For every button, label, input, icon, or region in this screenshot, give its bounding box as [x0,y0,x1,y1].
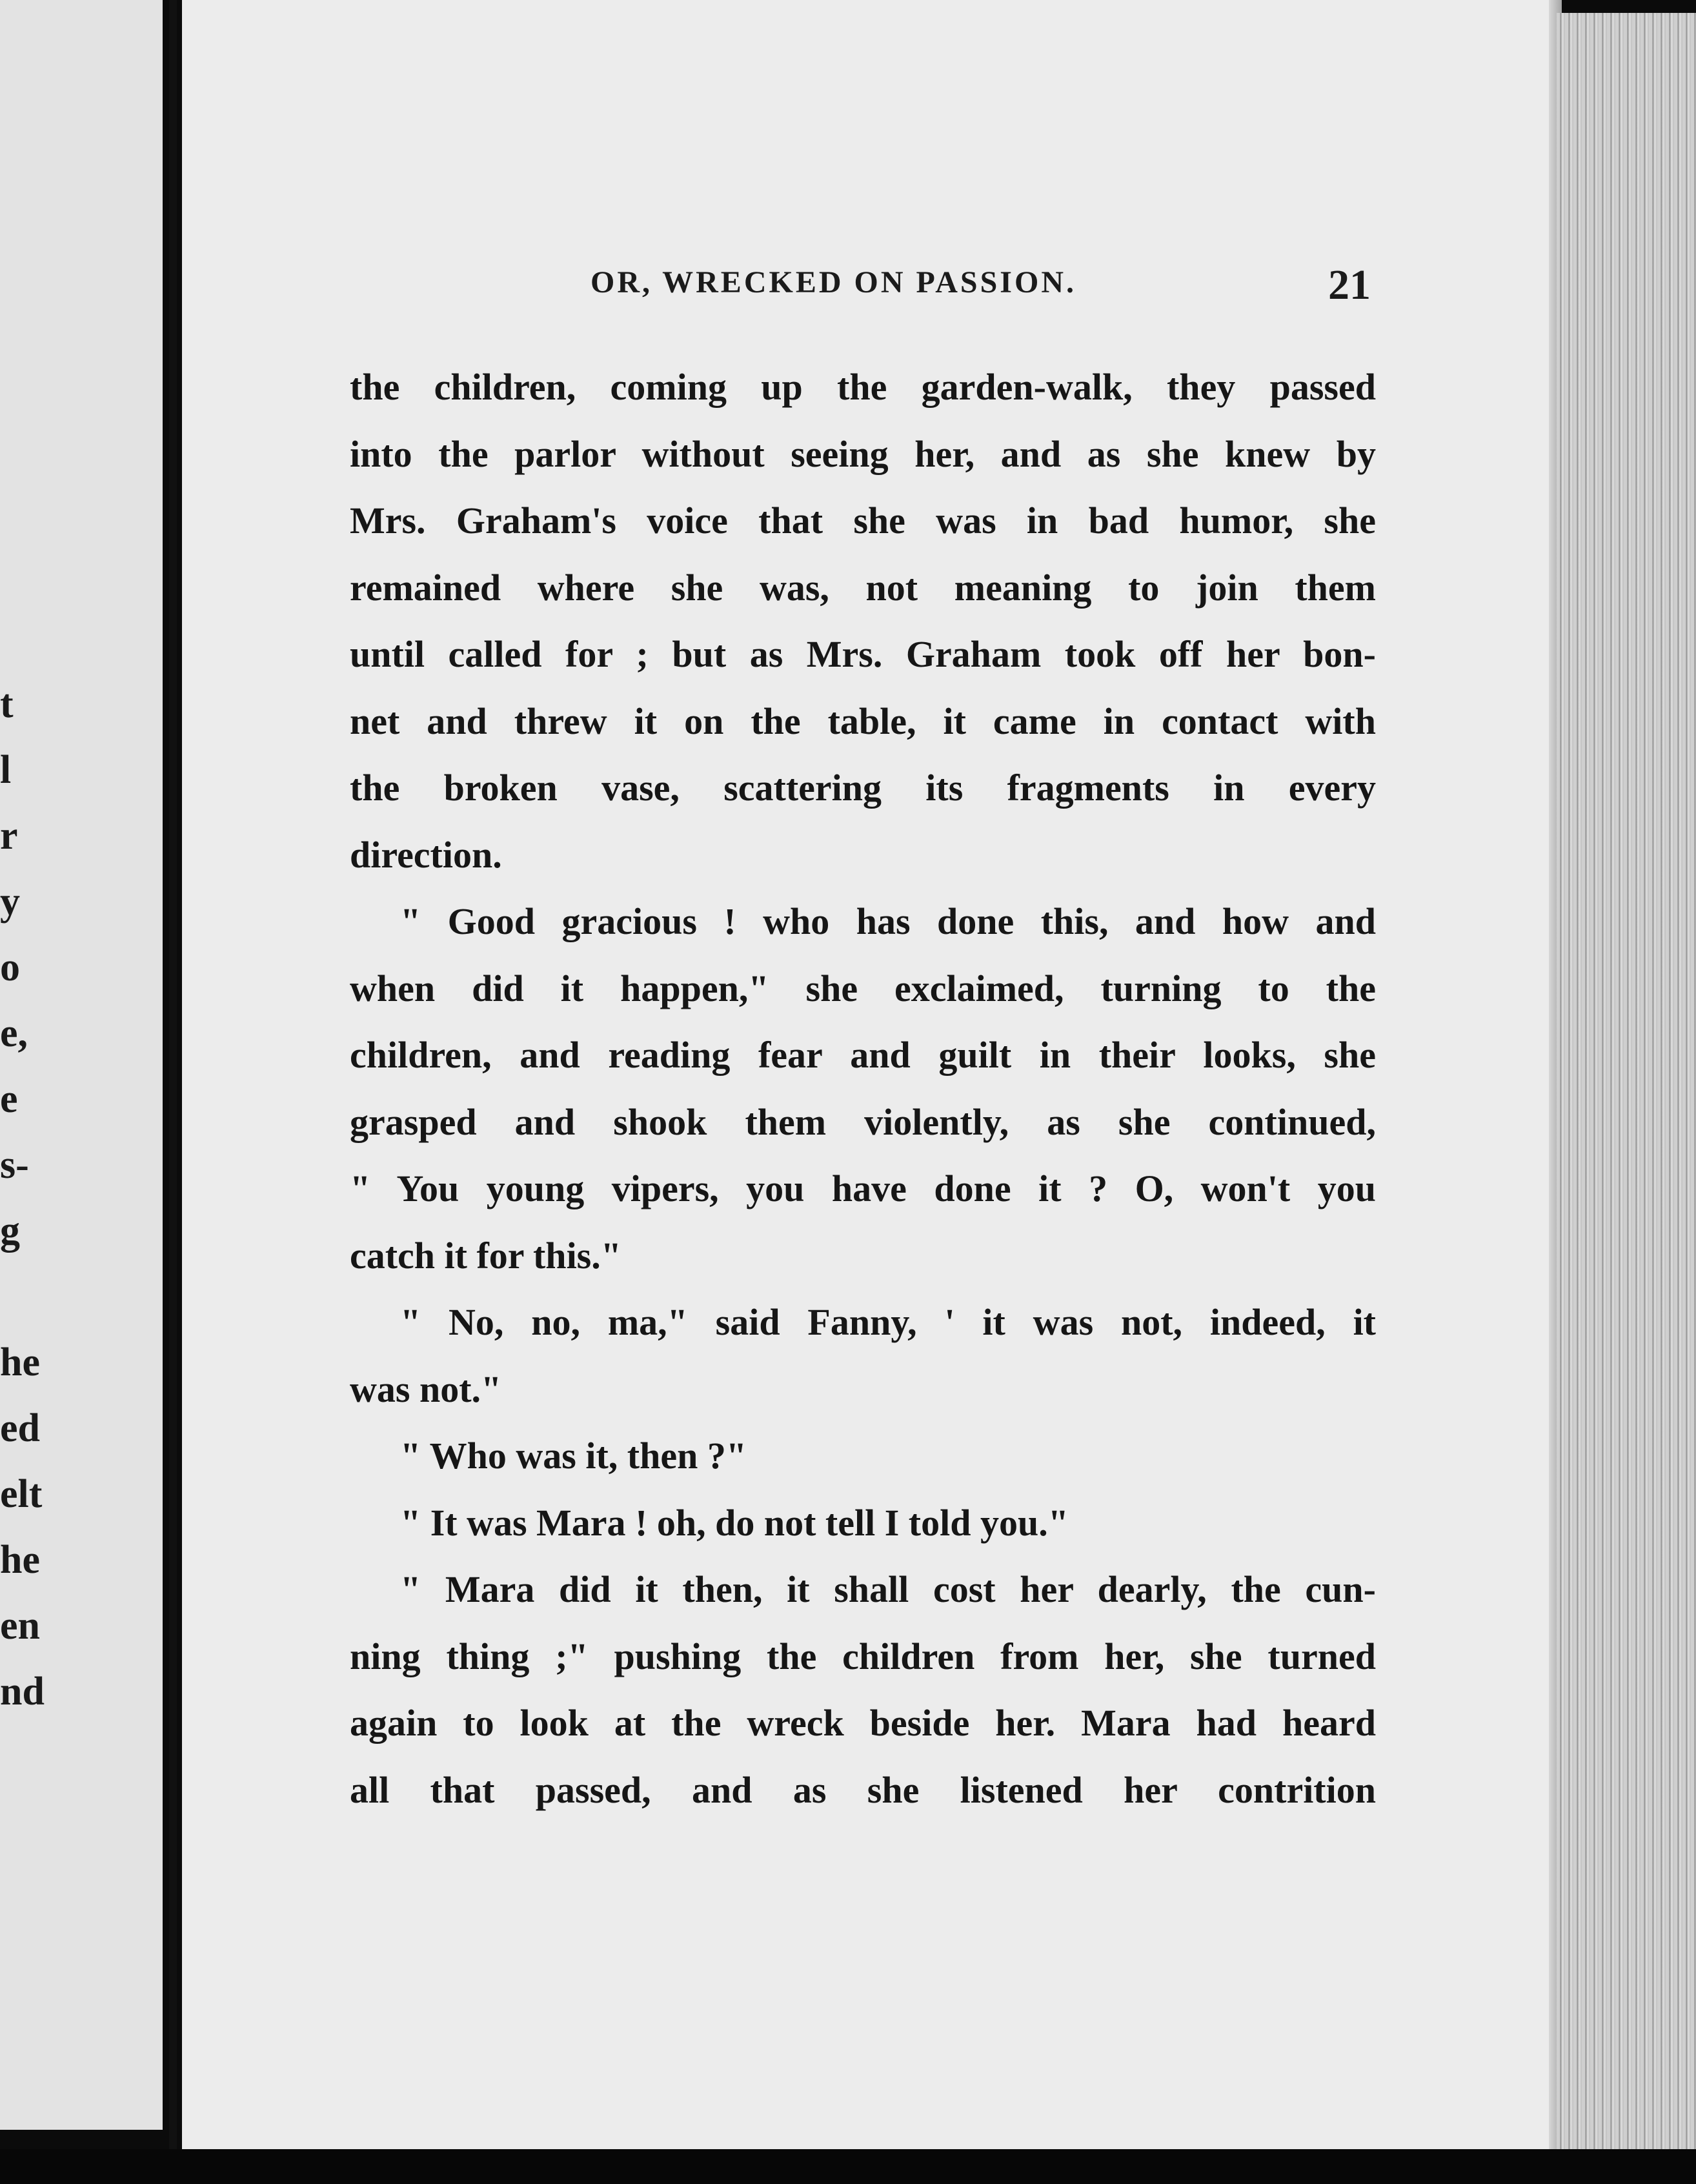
text-line: " Mara did it then, it shall cost her dearly, the cun- [400,1568,1376,1610]
left-fragment: t [0,682,14,726]
scan-bottom-border [0,2149,1696,2184]
left-fragment [0,1264,161,1330]
left-fragment: e [0,1077,18,1121]
text-line: was not." [350,1368,502,1410]
left-fragment: s- [0,1143,29,1187]
left-fragment: he [0,1340,40,1384]
left-page-text-fragments [0,671,161,1724]
left-fragment: ed [0,1406,40,1450]
text-line: all that passed, and as she listened her contrition [350,1768,1376,1811]
text-line: into the parlor without seeing her, and as she knew by [350,432,1376,475]
text-line: Mrs. Graham's voice that she was in bad humor, she [350,500,1376,541]
left-fragment: o [0,945,20,989]
left-fragment: he [0,1538,40,1582]
left-fragment: y [0,880,20,924]
left-facing-page [0,0,163,2130]
text-line: " Who was it, then ?" [400,1435,747,1477]
left-fragment: en [0,1604,40,1648]
text-line: when did it happen," she exclaimed, turning to the [350,967,1376,1009]
book-spine-gutter [169,0,177,2184]
left-fragment: r [0,814,18,858]
left-fragment: nd [0,1670,45,1714]
text-line: grasped and shook them violently, as she continued, [350,1100,1376,1143]
text-line: again to look at the wreck beside her. Mara had heard [350,1702,1376,1744]
text-line: catch it for this." [350,1234,621,1277]
left-fragment: e, [0,1011,28,1055]
text-line: ning thing ;" pushing the children from her, she turned [350,1635,1376,1677]
text-line: " You young vipers, you have done it ? O, won't you [350,1168,1376,1209]
text-line: remained where she was, not meaning to join them [350,566,1376,609]
text-line: children, and reading fear and guilt in their looks, she [350,1034,1376,1076]
text-line: " It was Mara ! oh, do not tell I told you." [400,1501,1069,1544]
running-head: OR, WRECKED ON PASSION. [591,265,1076,299]
text-line: the children, coming up the garden-walk, they passed [350,366,1376,408]
text-line: " No, no, ma," said Fanny, ' it was not, indeed, it [400,1301,1376,1343]
text-line: until called for ; but as Mrs. Graham took off her bon- [350,633,1376,675]
body-text [350,354,1376,1823]
left-fragment: l [0,748,12,792]
text-line: " Good gracious ! who has done this, and how and [400,900,1376,942]
left-fragment: elt [0,1472,43,1516]
text-line: direction. [350,833,502,876]
left-fragment: g [0,1209,20,1253]
text-line: net and threw it on the table, it came in contact with [350,700,1376,742]
page-stack-edges [1557,13,1696,2149]
page-number: 21 [1328,261,1371,308]
text-line: the broken vase, scattering its fragments in every [350,767,1376,809]
